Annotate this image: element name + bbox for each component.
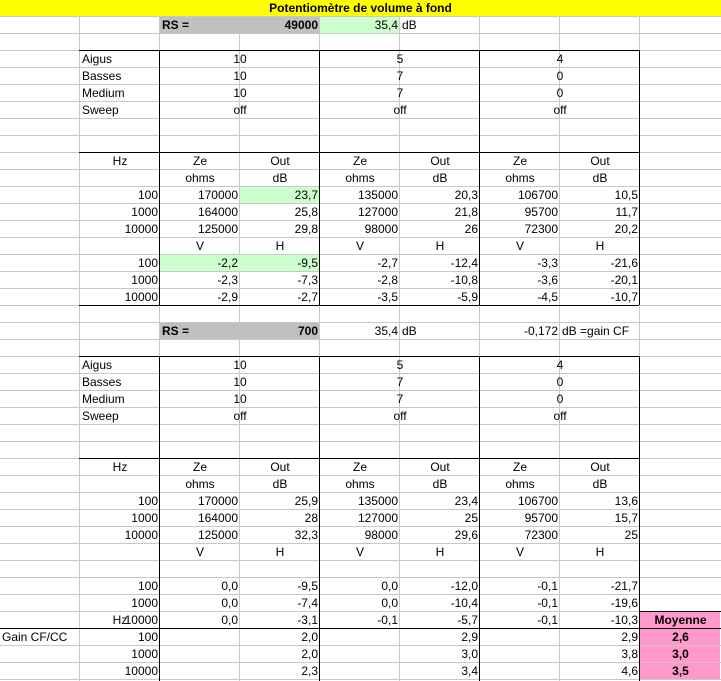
data-cell[interactable]: -4,5: [537, 290, 558, 304]
data-cell[interactable]: 0,0: [381, 596, 398, 610]
data-cell[interactable]: 0,0: [221, 596, 238, 610]
data-cell[interactable]: 164000: [197, 205, 238, 219]
setting-value[interactable]: off: [233, 409, 247, 423]
rs-label[interactable]: RS =: [162, 18, 190, 32]
setting-value[interactable]: 5: [396, 358, 404, 372]
frequency-cell[interactable]: 1000: [131, 596, 158, 610]
setting-label[interactable]: Medium: [82, 86, 125, 100]
vh-header[interactable]: V: [515, 545, 524, 559]
column-header[interactable]: Ze: [192, 460, 207, 474]
data-cell[interactable]: 0,0: [221, 613, 238, 627]
data-cell[interactable]: 23,7: [294, 188, 318, 202]
column-header[interactable]: Ze: [512, 460, 527, 474]
data-cell[interactable]: 29,6: [454, 528, 478, 542]
data-cell[interactable]: -2,8: [377, 273, 398, 287]
data-cell[interactable]: -10,4: [450, 596, 478, 610]
unit-header[interactable]: dB: [272, 477, 288, 491]
data-cell[interactable]: 20,3: [454, 188, 478, 202]
setting-value[interactable]: 10: [233, 392, 247, 406]
data-cell[interactable]: 25: [624, 528, 638, 542]
vh-header[interactable]: V: [515, 239, 524, 253]
level-value[interactable]: 35,4: [374, 18, 398, 32]
data-cell[interactable]: 32,3: [294, 528, 318, 542]
vh-header[interactable]: H: [435, 545, 445, 559]
setting-label[interactable]: Sweep: [82, 409, 119, 423]
gain-cell[interactable]: 4,6: [621, 664, 638, 678]
gain-cell[interactable]: 2,0: [301, 647, 318, 661]
unit-header[interactable]: ohms: [185, 171, 215, 185]
gain-cf-value[interactable]: -0,172: [523, 324, 558, 338]
data-cell[interactable]: 98000: [364, 528, 398, 542]
data-cell[interactable]: 170000: [197, 188, 238, 202]
data-cell[interactable]: -12,0: [450, 579, 478, 593]
unit-header[interactable]: dB: [432, 477, 448, 491]
data-cell[interactable]: -20,1: [610, 273, 638, 287]
data-cell[interactable]: 125000: [197, 222, 238, 236]
vh-header[interactable]: H: [275, 545, 285, 559]
column-header[interactable]: Out: [430, 460, 450, 474]
data-cell[interactable]: 95700: [524, 511, 558, 525]
data-cell[interactable]: -3,6: [537, 273, 558, 287]
setting-value[interactable]: 5: [396, 52, 404, 66]
level-unit[interactable]: dB: [402, 18, 417, 32]
data-cell[interactable]: 25,9: [294, 494, 318, 508]
vh-header[interactable]: H: [595, 239, 605, 253]
setting-value[interactable]: 10: [233, 52, 247, 66]
rs-value[interactable]: 49000: [284, 18, 318, 32]
setting-value[interactable]: 4: [556, 52, 564, 66]
unit-header[interactable]: ohms: [505, 477, 535, 491]
data-cell[interactable]: -2,3: [217, 273, 238, 287]
column-header[interactable]: Out: [590, 154, 610, 168]
frequency-cell[interactable]: 1000: [131, 647, 158, 661]
data-cell[interactable]: 72300: [524, 222, 558, 236]
setting-value[interactable]: 4: [556, 358, 564, 372]
setting-value[interactable]: 0: [556, 375, 564, 389]
data-cell[interactable]: -2,9: [217, 290, 238, 304]
hz-header[interactable]: Hz: [112, 460, 128, 474]
data-cell[interactable]: 13,6: [614, 494, 638, 508]
setting-value[interactable]: 10: [233, 358, 247, 372]
setting-label[interactable]: Aigus: [82, 358, 113, 372]
data-cell[interactable]: -3,5: [377, 290, 398, 304]
setting-value[interactable]: off: [393, 409, 407, 423]
unit-header[interactable]: ohms: [345, 477, 375, 491]
frequency-cell[interactable]: 100: [137, 256, 158, 270]
vh-header[interactable]: V: [195, 545, 204, 559]
frequency-cell[interactable]: 100: [137, 579, 158, 593]
data-cell[interactable]: 0,0: [221, 579, 238, 593]
data-cell[interactable]: -0,1: [537, 613, 558, 627]
data-cell[interactable]: 170000: [197, 494, 238, 508]
data-cell[interactable]: 11,7: [615, 205, 638, 219]
vh-header[interactable]: H: [595, 545, 605, 559]
unit-header[interactable]: ohms: [505, 171, 535, 185]
unit-header[interactable]: dB: [272, 171, 288, 185]
data-cell[interactable]: -7,4: [297, 596, 318, 610]
data-cell[interactable]: 98000: [364, 222, 398, 236]
column-header[interactable]: Ze: [512, 154, 527, 168]
setting-value[interactable]: 7: [396, 69, 404, 83]
unit-header[interactable]: dB: [592, 171, 608, 185]
data-cell[interactable]: -0,1: [537, 596, 558, 610]
setting-value[interactable]: 10: [233, 86, 247, 100]
gain-cell[interactable]: 3,8: [621, 647, 638, 661]
column-header[interactable]: Out: [270, 154, 290, 168]
setting-label[interactable]: Basses: [82, 69, 122, 83]
frequency-cell[interactable]: 1000: [131, 273, 158, 287]
level-value[interactable]: 35,4: [374, 324, 398, 338]
setting-value[interactable]: 7: [396, 86, 404, 100]
data-cell[interactable]: -3,3: [537, 256, 558, 270]
level-unit[interactable]: dB: [402, 324, 417, 338]
frequency-cell[interactable]: 10000: [124, 290, 158, 304]
setting-value[interactable]: 7: [396, 392, 404, 406]
table-border: [79, 458, 639, 459]
data-cell[interactable]: -2,7: [297, 290, 318, 304]
column-header[interactable]: Out: [430, 154, 450, 168]
data-cell[interactable]: -5,7: [457, 613, 478, 627]
setting-value[interactable]: 0: [556, 69, 564, 83]
data-cell[interactable]: -21,7: [610, 579, 638, 593]
setting-value[interactable]: 10: [233, 69, 247, 83]
data-cell[interactable]: 127000: [357, 205, 398, 219]
setting-label[interactable]: Medium: [82, 392, 125, 406]
gain-cell[interactable]: 2,9: [621, 630, 638, 644]
data-cell[interactable]: 95700: [524, 205, 558, 219]
table-border: [479, 628, 480, 681]
table-border: [159, 628, 160, 681]
table-border: [639, 611, 640, 681]
data-cell[interactable]: 0,0: [381, 579, 398, 593]
table-border: [319, 628, 320, 681]
data-cell[interactable]: 125000: [197, 528, 238, 542]
data-cell[interactable]: -0,1: [377, 613, 398, 627]
vh-header[interactable]: H: [275, 239, 285, 253]
table-border: [479, 356, 480, 628]
gain-cell[interactable]: 3,4: [461, 664, 478, 678]
gain-cell[interactable]: 2,0: [301, 630, 318, 644]
moyenne-value[interactable]: 3,0: [672, 647, 689, 661]
setting-label[interactable]: Sweep: [82, 103, 119, 117]
vh-header[interactable]: V: [195, 239, 204, 253]
table-border: [319, 356, 320, 628]
setting-value[interactable]: off: [553, 103, 567, 117]
table-border: [159, 50, 160, 305]
setting-value[interactable]: off: [233, 103, 247, 117]
gain-cell[interactable]: 2,3: [301, 664, 318, 678]
data-cell[interactable]: -5,9: [457, 290, 478, 304]
data-cell[interactable]: 26: [464, 222, 478, 236]
rs-label[interactable]: RS =: [162, 324, 190, 338]
column-header[interactable]: Out: [590, 460, 610, 474]
table-border: [79, 305, 639, 306]
moyenne-value[interactable]: 3,5: [672, 664, 689, 678]
setting-value[interactable]: off: [553, 409, 567, 423]
data-cell[interactable]: 135000: [357, 494, 398, 508]
frequency-cell[interactable]: 1000: [131, 511, 158, 525]
data-cell[interactable]: 15,7: [614, 511, 638, 525]
gain-row-label[interactable]: Gain CF/CC: [2, 630, 68, 644]
frequency-cell[interactable]: 10000: [124, 528, 158, 542]
data-cell[interactable]: -10,8: [450, 273, 478, 287]
hz-header[interactable]: Hz: [112, 613, 128, 627]
setting-value[interactable]: 7: [396, 375, 404, 389]
frequency-cell[interactable]: 100: [137, 188, 158, 202]
setting-value[interactable]: 0: [556, 86, 564, 100]
data-cell[interactable]: 135000: [357, 188, 398, 202]
data-cell[interactable]: 106700: [517, 494, 558, 508]
setting-value[interactable]: 10: [233, 375, 247, 389]
frequency-cell[interactable]: 1000: [131, 205, 158, 219]
data-cell[interactable]: 25: [464, 511, 478, 525]
data-cell[interactable]: 23,4: [454, 494, 478, 508]
hz-header[interactable]: Hz: [112, 154, 128, 168]
table-border: [319, 50, 320, 305]
table-border: [639, 356, 640, 628]
data-cell[interactable]: -7,3: [297, 273, 318, 287]
setting-label[interactable]: Basses: [82, 375, 122, 389]
vh-header[interactable]: V: [355, 239, 364, 253]
data-cell[interactable]: -10,3: [610, 613, 638, 627]
table-border: [79, 152, 639, 153]
column-header[interactable]: Ze: [352, 460, 367, 474]
table-border: [79, 356, 639, 357]
data-cell[interactable]: 10,5: [614, 188, 638, 202]
data-cell[interactable]: 29,8: [294, 222, 318, 236]
column-header[interactable]: Ze: [352, 154, 367, 168]
table-border: [639, 611, 721, 612]
frequency-cell[interactable]: 10000: [124, 613, 158, 627]
table-border: [79, 50, 639, 51]
setting-value[interactable]: 0: [556, 392, 564, 406]
unit-header[interactable]: dB: [592, 477, 608, 491]
frequency-cell[interactable]: 100: [137, 494, 158, 508]
moyenne-value[interactable]: 2,6: [672, 630, 689, 644]
data-cell[interactable]: -0,1: [537, 579, 558, 593]
column-header[interactable]: Out: [270, 460, 290, 474]
data-cell[interactable]: 20,2: [614, 222, 638, 236]
data-cell[interactable]: -9,5: [297, 256, 318, 270]
frequency-cell[interactable]: 10000: [124, 664, 158, 678]
unit-header[interactable]: ohms: [185, 477, 215, 491]
rs-value[interactable]: 700: [297, 324, 318, 338]
frequency-cell[interactable]: 10000: [124, 222, 158, 236]
data-cell[interactable]: -2,2: [217, 256, 238, 270]
data-cell[interactable]: 164000: [197, 511, 238, 525]
data-cell[interactable]: 25,8: [294, 205, 318, 219]
data-cell[interactable]: -9,5: [297, 579, 318, 593]
data-cell[interactable]: -10,7: [610, 290, 638, 304]
frequency-cell[interactable]: 100: [137, 630, 158, 644]
moyenne-header[interactable]: Moyenne: [654, 613, 707, 627]
data-cell[interactable]: 106700: [517, 188, 558, 202]
data-cell[interactable]: -21,6: [610, 256, 638, 270]
data-cell[interactable]: 28: [304, 511, 318, 525]
setting-label[interactable]: Aigus: [82, 52, 113, 66]
gain-cell[interactable]: 2,9: [461, 630, 478, 644]
data-cell[interactable]: -19,6: [610, 596, 638, 610]
data-cell[interactable]: 21,8: [454, 205, 478, 219]
vh-header[interactable]: V: [355, 545, 364, 559]
gain-cell[interactable]: 3,0: [461, 647, 478, 661]
data-cell[interactable]: -12,4: [450, 256, 478, 270]
unit-header[interactable]: ohms: [345, 171, 375, 185]
gain-cf-unit[interactable]: dB =gain CF: [562, 324, 630, 338]
unit-header[interactable]: dB: [432, 171, 448, 185]
data-cell[interactable]: -3,1: [297, 613, 318, 627]
data-cell[interactable]: 127000: [357, 511, 398, 525]
column-header[interactable]: Ze: [192, 154, 207, 168]
data-cell[interactable]: -2,7: [377, 256, 398, 270]
table-border: [159, 356, 160, 628]
table-border: [639, 50, 640, 305]
data-cell[interactable]: 72300: [524, 528, 558, 542]
setting-value[interactable]: off: [393, 103, 407, 117]
sheet-title[interactable]: Potentiomètre de volume à fond: [269, 1, 452, 15]
table-border: [479, 50, 480, 305]
vh-header[interactable]: H: [435, 239, 445, 253]
